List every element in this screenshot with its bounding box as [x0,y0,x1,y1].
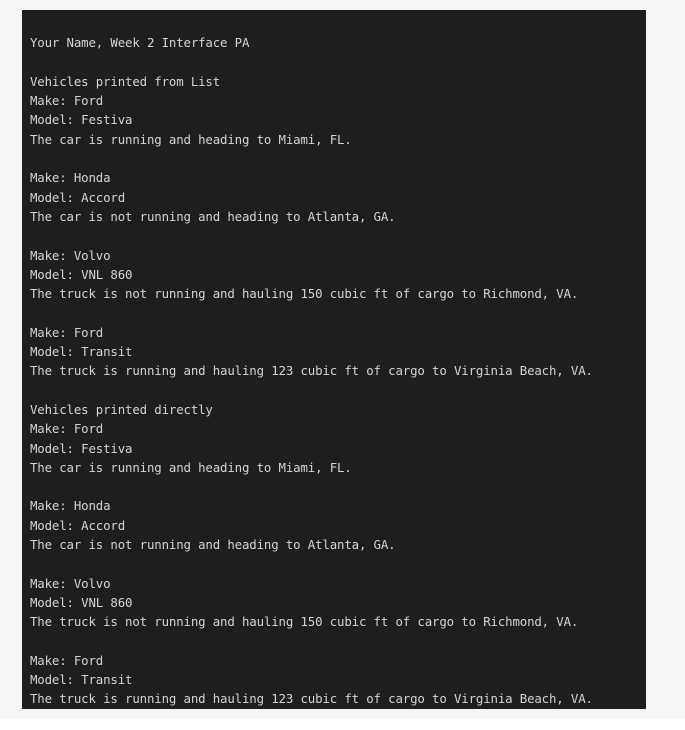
blank-line [30,477,646,496]
vehicle-status: The car is running and heading to Miami, FL. [30,459,352,475]
vehicle-make: Make: Volvo [30,575,111,591]
vehicle-model: Model: Festiva [30,440,133,456]
console-header: Your Name, Week 2 Interface PA [30,35,250,51]
vehicle-model: Model: Transit [30,672,133,688]
vehicle-status: The car is running and heading to Miami, FL. [30,131,352,147]
blank-line [30,226,646,245]
vehicle-status: The truck is running and hauling 123 cubic ft of cargo to Virginia Beach, VA. [30,363,593,379]
blank-line [30,149,646,168]
blank-line [30,303,646,322]
vehicle-model: Model: VNL 860 [30,594,133,610]
vehicle-make: Make: Ford [30,421,104,437]
vehicle-status: The truck is running and hauling 123 cubic ft of cargo to Virginia Beach, VA. [30,691,593,707]
vehicle-model: Model: Accord [30,189,126,205]
vehicle-make: Make: Volvo [30,247,111,263]
console-output [22,10,646,709]
section-title: Vehicles printed directly [30,401,213,417]
blank-line [30,554,646,573]
blank-line [30,632,646,651]
vehicle-model: Model: Festiva [30,112,133,128]
vehicle-make: Make: Honda [30,498,111,514]
vehicle-status: The truck is not running and hauling 150 cubic ft of cargo to Richmond, VA. [30,614,579,630]
vehicle-make: Make: Ford [30,324,104,340]
vehicle-model: Model: Accord [30,517,126,533]
blank-line [30,381,646,400]
blank-line [30,53,646,72]
vehicle-model: Model: Transit [30,344,133,360]
vehicle-status: The car is not running and heading to Atlanta, GA. [30,537,396,553]
vehicle-model: Model: VNL 860 [30,266,133,282]
vehicle-make: Make: Honda [30,170,111,186]
section-title: Vehicles printed from List [30,73,221,89]
vehicle-make: Make: Ford [30,652,104,668]
vehicle-make: Make: Ford [30,93,104,109]
vehicle-status: The truck is not running and hauling 150 cubic ft of cargo to Richmond, VA. [30,286,579,302]
vehicle-status: The car is not running and heading to Atlanta, GA. [30,208,396,224]
